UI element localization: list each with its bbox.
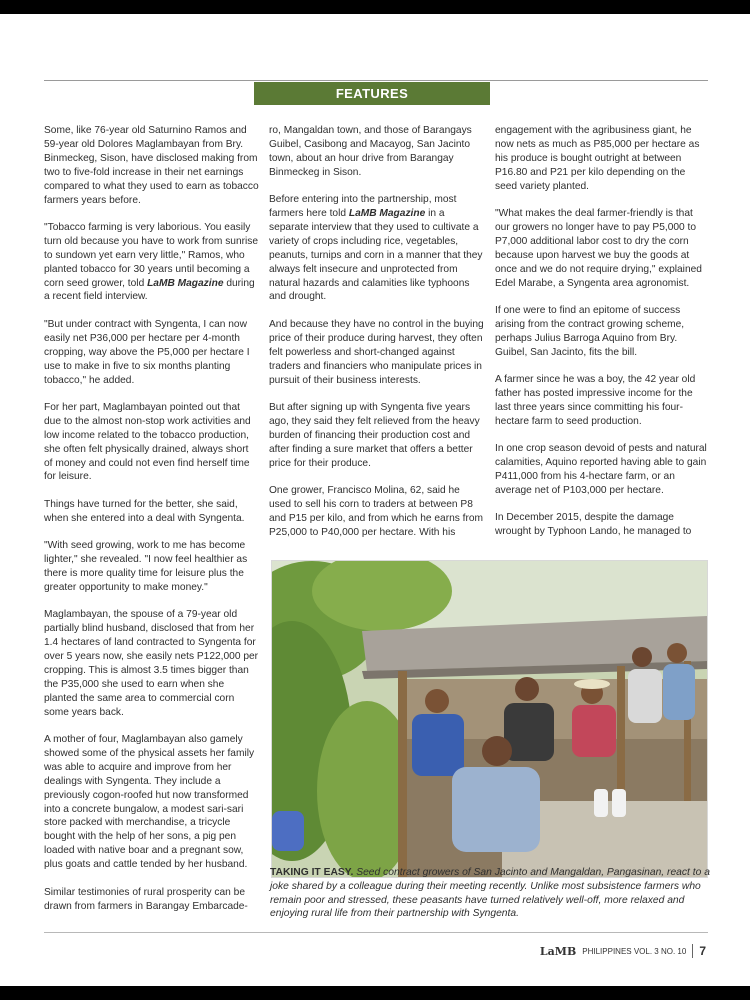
paragraph-text: in a separate interview that they used to cultivate a variety of crops including rice, vegetables, peanuts, turnips and corn in a manner that they always felt insecure and unprotected from natural hazards and calamities like typhoons and drought.	[269, 208, 483, 303]
article-column-2	[269, 124, 484, 572]
paragraph: Maglambayan, the spouse of a 79-year old partially blind husband, disclosed that from her 1.4 hectares of land contracted to Syngenta for over 5 years now, she easily nets P122,000 per cropping. This is almost 3.5 times bigger than the P35,000 she used to earn when she planted the same area to commercial corn some years back.	[44, 609, 259, 718]
paragraph	[269, 193, 484, 304]
caption-lead: TAKING IT EASY.	[270, 867, 354, 878]
paragraph: A farmer since he was a boy, the 42 year old father has posted impressive income for the last three years since committing his four-hectare farm to seed production.	[495, 374, 696, 427]
paragraph: Things have turned for the better, she said, when she entered into a deal with Syngenta.	[44, 498, 245, 524]
paragraph: But after signing up with Syngenta five years ago, they said they felt relieved from the heavy burden of financing their production cost and after finding a sure market that offers a better price for their produce.	[269, 401, 480, 469]
issue-info: PHILIPPINES VOL. 3 NO. 10	[582, 946, 687, 956]
paragraph: For her part, Maglambayan pointed out that due to the almost non-stop work activities and low income related to the tobacco production, she often felt physically drained, always short of money and could not even find herself time for leisure.	[44, 401, 251, 483]
article-column-1	[44, 124, 259, 927]
section-label: FEATURES	[254, 82, 490, 105]
paragraph: In one crop season devoid of pests and natural calamities, Aquino reported having able to gain P411,000 from his 4-hectare farm, or an average net of P103,000 per hectare.	[495, 443, 707, 496]
magazine-name: LaMB Magazine	[348, 208, 426, 220]
paragraph: A mother of four, Maglambayan also gamely showed some of the physical assets her family was able to acquire and improve from her dealings with Syngenta. They include a previously cogon-roofed hut now transformed into a concrete bungalow, a modest sari-sari store packed with merchandise, a tricycle bought with the help of her sons, a pig pen loaded with native boar and a pregnant sow, plus goats and cattle tended by her husband.	[44, 734, 255, 871]
bottom-rule	[44, 932, 708, 933]
photo-caption	[270, 866, 710, 921]
page-footer	[540, 943, 706, 959]
paragraph: ro, Mangaldan town, and those of Barangays Guibel, Casibong and Macayog, San Jacinto town, about an hour drive from Barangay Binmeckeg in Sison.	[269, 125, 472, 178]
paragraph: "What makes the deal farmer-friendly is that our growers no longer have to pay P5,000 to P7,000 additional labor cost to dry the corn because upon harvest we buy the goods at once and we do not require drying," explained Edel Marabe, a Syngenta area agronomist.	[495, 208, 702, 289]
paragraph: And because they have no control in the buying price of their produce during harvest, they often felt powerless and short-changed against traders and financiers who manipulate prices in pursuit of their business interests.	[269, 318, 484, 386]
top-rule	[44, 80, 708, 81]
paragraph: In December 2015, despite the damage wrought by Typhoon Lando, he managed to	[495, 512, 692, 538]
paragraph	[44, 221, 259, 304]
paragraph-text: during a recent field interview.	[44, 277, 255, 303]
page-number: 7	[699, 944, 706, 958]
paragraph: "But under contract with Syngenta, I can now easily net P36,000 per hectare per 4-month cropping, way above the P5,000 per hectare I use to make in five to six months planting tobacco," he added.	[44, 318, 250, 386]
magazine-logo: LaMB	[539, 944, 577, 958]
paragraph: "With seed growing, work to me has become lighter," she revealed. "I now feel healthier as there is more quality time for leisure plus the greater opportunity to make money."	[44, 540, 248, 593]
paragraph: Some, like 76-year old Saturnino Ramos and 59-year old Dolores Maglambayan from Bry. Binmeckeg, Sison, have disclosed making from two to five-fold increase in their net earnings compared to what they used to earn as tobacco farmers years before.	[44, 125, 259, 206]
farmers-photo-illustration	[272, 561, 707, 877]
paragraph: If one were to find an epitome of success arising from the contract growing scheme, perhaps Julius Barroga Aquino from Bry. Guibel, San Jacinto, fits the bill.	[495, 304, 685, 358]
footer-divider	[692, 944, 693, 958]
magazine-name: LaMB Magazine	[147, 277, 224, 289]
article-column-3	[495, 124, 710, 572]
paragraph: engagement with the agribusiness giant, he now nets as much as P85,000 per hectare as his produce is bought outright at between P16.80 and P21 per kilo depending on the seed variety planted.	[495, 125, 700, 192]
magazine-page	[0, 14, 750, 986]
paragraph: Similar testimonies of rural prosperity can be drawn from farmers in Barangay Embarcade-	[44, 886, 248, 912]
paragraph-text: Before entering into the partnership, most farmers here told	[269, 194, 457, 220]
farmers-photo	[271, 560, 708, 878]
paragraph: One grower, Francisco Molina, 62, said he used to sell his corn to traders at between P8 and P15 per kilo, and from which he earns from P25,000 to P40,000 per hectare. With his	[269, 484, 484, 538]
paragraph-text: "Tobacco farming is very laborious. You easily turn old because you have to work from sunrise to sundown yet earn very little," Ramos, who planted tobacco for 30 years until becoming a corn seed grower, told	[44, 221, 259, 289]
caption-text: Seed contract growers of San Jacinto and Mangaldan, Pangasinan, react to a joke shared by a colleague during their meeting recently. Unlike most subsistence farmers who remain poor and stressed, these peasants have turned relatively well-off, more relaxed and enjoying rural life from their partnership with Syngenta.	[270, 867, 710, 920]
